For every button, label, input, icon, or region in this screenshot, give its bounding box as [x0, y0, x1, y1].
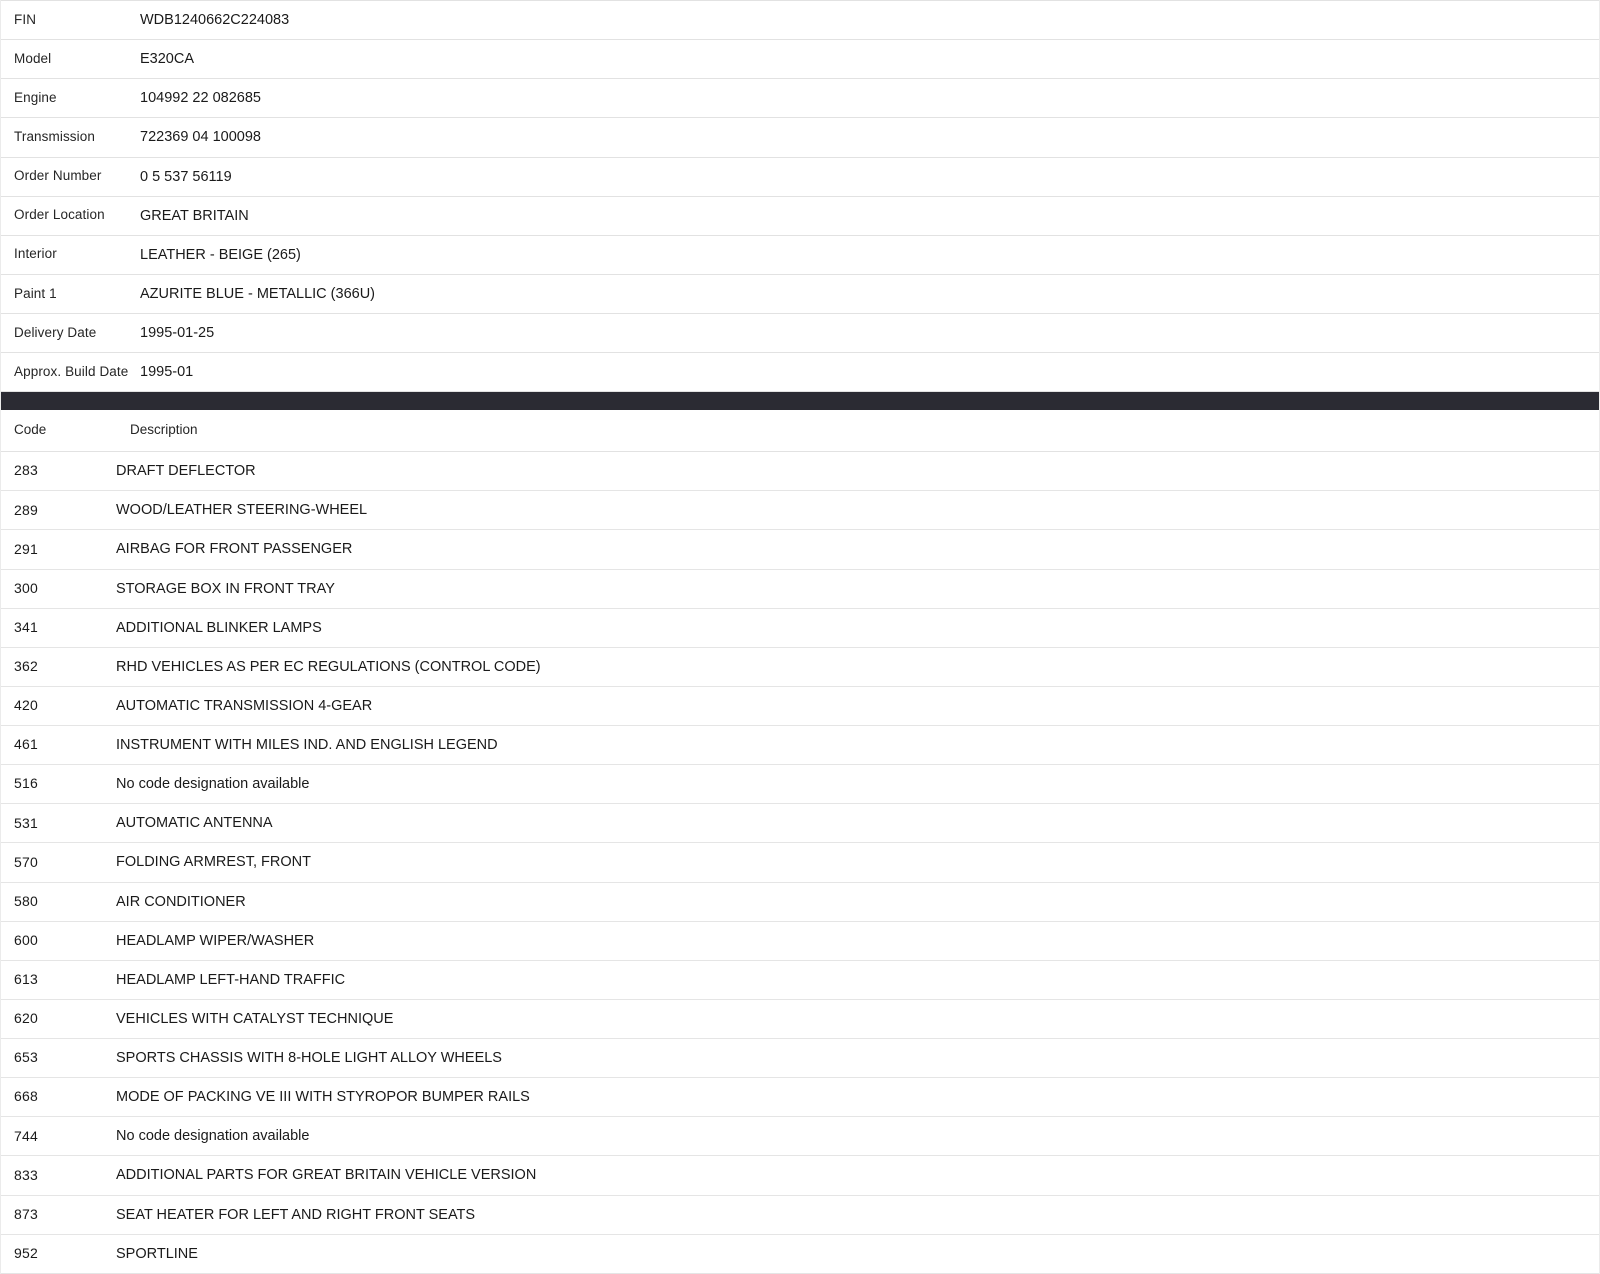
table-row [0, 1117, 1600, 1156]
option-code: 362 [14, 658, 38, 675]
spec-value: 722369 04 100098 [140, 129, 261, 146]
option-code: 620 [14, 1010, 38, 1027]
spec-value: E320CA [140, 51, 195, 68]
spec-label: FIN [14, 11, 37, 27]
option-description: AUTOMATIC TRANSMISSION 4-GEAR [116, 697, 373, 714]
table-row [0, 530, 1600, 569]
spec-row [0, 79, 1600, 118]
option-code: 580 [14, 892, 38, 909]
option-codes-head [0, 410, 1600, 451]
option-description: No code designation available [116, 1128, 310, 1145]
option-description: AIRBAG FOR FRONT PASSENGER [116, 541, 353, 558]
option-description: ADDITIONAL PARTS FOR GREAT BRITAIN VEHICLE VERSION [116, 1167, 537, 1184]
option-description: ADDITIONAL BLINKER LAMPS [116, 619, 322, 636]
spec-value: WDB1240662C224083 [140, 12, 290, 28]
section-divider [0, 392, 1600, 410]
column-header-code: Code [0, 410, 58, 451]
table-row [0, 765, 1600, 804]
spec-row [0, 196, 1600, 235]
spec-row [0, 353, 1600, 392]
option-description: AUTOMATIC ANTENNA [116, 815, 273, 832]
spec-value: 1995-01-25 [140, 325, 215, 341]
option-code: 833 [14, 1166, 38, 1183]
spec-row [0, 1, 1600, 40]
spec-row [0, 235, 1600, 274]
option-description: SPORTLINE [116, 1245, 198, 1262]
option-description: WOOD/LEATHER STEERING-WHEEL [116, 502, 368, 519]
spec-label: Engine [14, 89, 57, 105]
spec-label: Order Location [14, 207, 105, 223]
option-description: INSTRUMENT WITH MILES IND. AND ENGLISH LEGEND [116, 737, 498, 753]
spec-value: 1995-01 [140, 364, 194, 381]
option-code: 570 [14, 853, 38, 870]
table-row [0, 686, 1600, 725]
option-description: RHD VEHICLES AS PER EC REGULATIONS (CONTROL CODE) [116, 658, 541, 675]
spec-row [0, 157, 1600, 196]
table-row [0, 569, 1600, 608]
spec-value: 0 5 537 56119 [140, 168, 232, 185]
option-description: FOLDING ARMREST, FRONT [116, 854, 311, 871]
option-description: AIR CONDITIONER [116, 893, 246, 910]
spec-label: Model [14, 50, 52, 66]
spec-row [0, 40, 1600, 79]
spec-label: Order Number [14, 168, 102, 184]
table-row [0, 726, 1600, 765]
option-codes-body [0, 452, 1600, 1274]
option-code: 873 [14, 1205, 38, 1222]
vehicle-specification-table [0, 0, 1600, 392]
option-code: 531 [14, 814, 38, 831]
spec-value: 104992 22 082685 [140, 90, 261, 107]
option-description: STORAGE BOX IN FRONT TRAY [116, 580, 335, 597]
option-code: 341 [14, 618, 38, 635]
option-code: 291 [14, 540, 38, 557]
table-row [0, 843, 1600, 882]
option-description: SPORTS CHASSIS WITH 8-HOLE LIGHT ALLOY WHEELS [116, 1050, 502, 1066]
option-code: 668 [14, 1088, 38, 1105]
option-code: 952 [14, 1244, 38, 1261]
option-code: 283 [14, 462, 38, 479]
option-description: HEADLAMP LEFT-HAND TRAFFIC [116, 971, 346, 988]
option-code: 300 [14, 579, 38, 596]
spec-label: Interior [14, 246, 57, 262]
table-row [0, 804, 1600, 843]
table-row [0, 1195, 1600, 1234]
table-row [0, 647, 1600, 686]
option-code: 613 [14, 971, 38, 988]
table-row [0, 491, 1600, 530]
spec-row [0, 118, 1600, 157]
spec-label: Transmission [14, 129, 95, 144]
table-row [0, 999, 1600, 1038]
option-code: 420 [14, 697, 38, 714]
option-codes-header-row [0, 410, 1600, 451]
spec-row [0, 314, 1600, 353]
table-row [0, 1234, 1600, 1273]
spec-value: AZURITE BLUE - METALLIC (366U) [140, 285, 376, 302]
table-row [0, 960, 1600, 999]
option-code: 653 [14, 1049, 38, 1066]
spec-value: LEATHER - BEIGE (265) [140, 246, 301, 263]
table-row [0, 452, 1600, 491]
option-codes-table [0, 410, 1600, 1274]
option-code: 289 [14, 501, 38, 518]
spec-value: GREAT BRITAIN [140, 207, 249, 224]
spec-label: Paint 1 [14, 285, 57, 301]
option-description: VEHICLES WITH CATALYST TECHNIQUE [116, 1010, 394, 1027]
option-description: SEAT HEATER FOR LEFT AND RIGHT FRONT SEATS [116, 1206, 476, 1223]
left-border [0, 0, 1, 1274]
option-code: 600 [14, 931, 38, 948]
table-row [0, 1156, 1600, 1195]
option-code: 461 [14, 736, 38, 753]
table-row [0, 1039, 1600, 1078]
spec-row [0, 274, 1600, 313]
option-description: HEADLAMP WIPER/WASHER [116, 932, 315, 949]
table-row [0, 921, 1600, 960]
table-row [0, 882, 1600, 921]
spec-label: Delivery Date [14, 324, 97, 340]
column-header-description: Description [58, 410, 1600, 451]
table-row [0, 608, 1600, 647]
option-description: No code designation available [116, 776, 310, 793]
option-code: 744 [14, 1127, 38, 1144]
spec-label: Approx. Build Date [14, 363, 129, 379]
vehicle-specification-body [0, 1, 1600, 392]
option-code: 516 [14, 775, 38, 792]
option-description: DRAFT DEFLECTOR [116, 463, 256, 480]
option-description: MODE OF PACKING VE III WITH STYROPOR BUMPER RAILS [116, 1089, 530, 1106]
table-row [0, 1078, 1600, 1117]
